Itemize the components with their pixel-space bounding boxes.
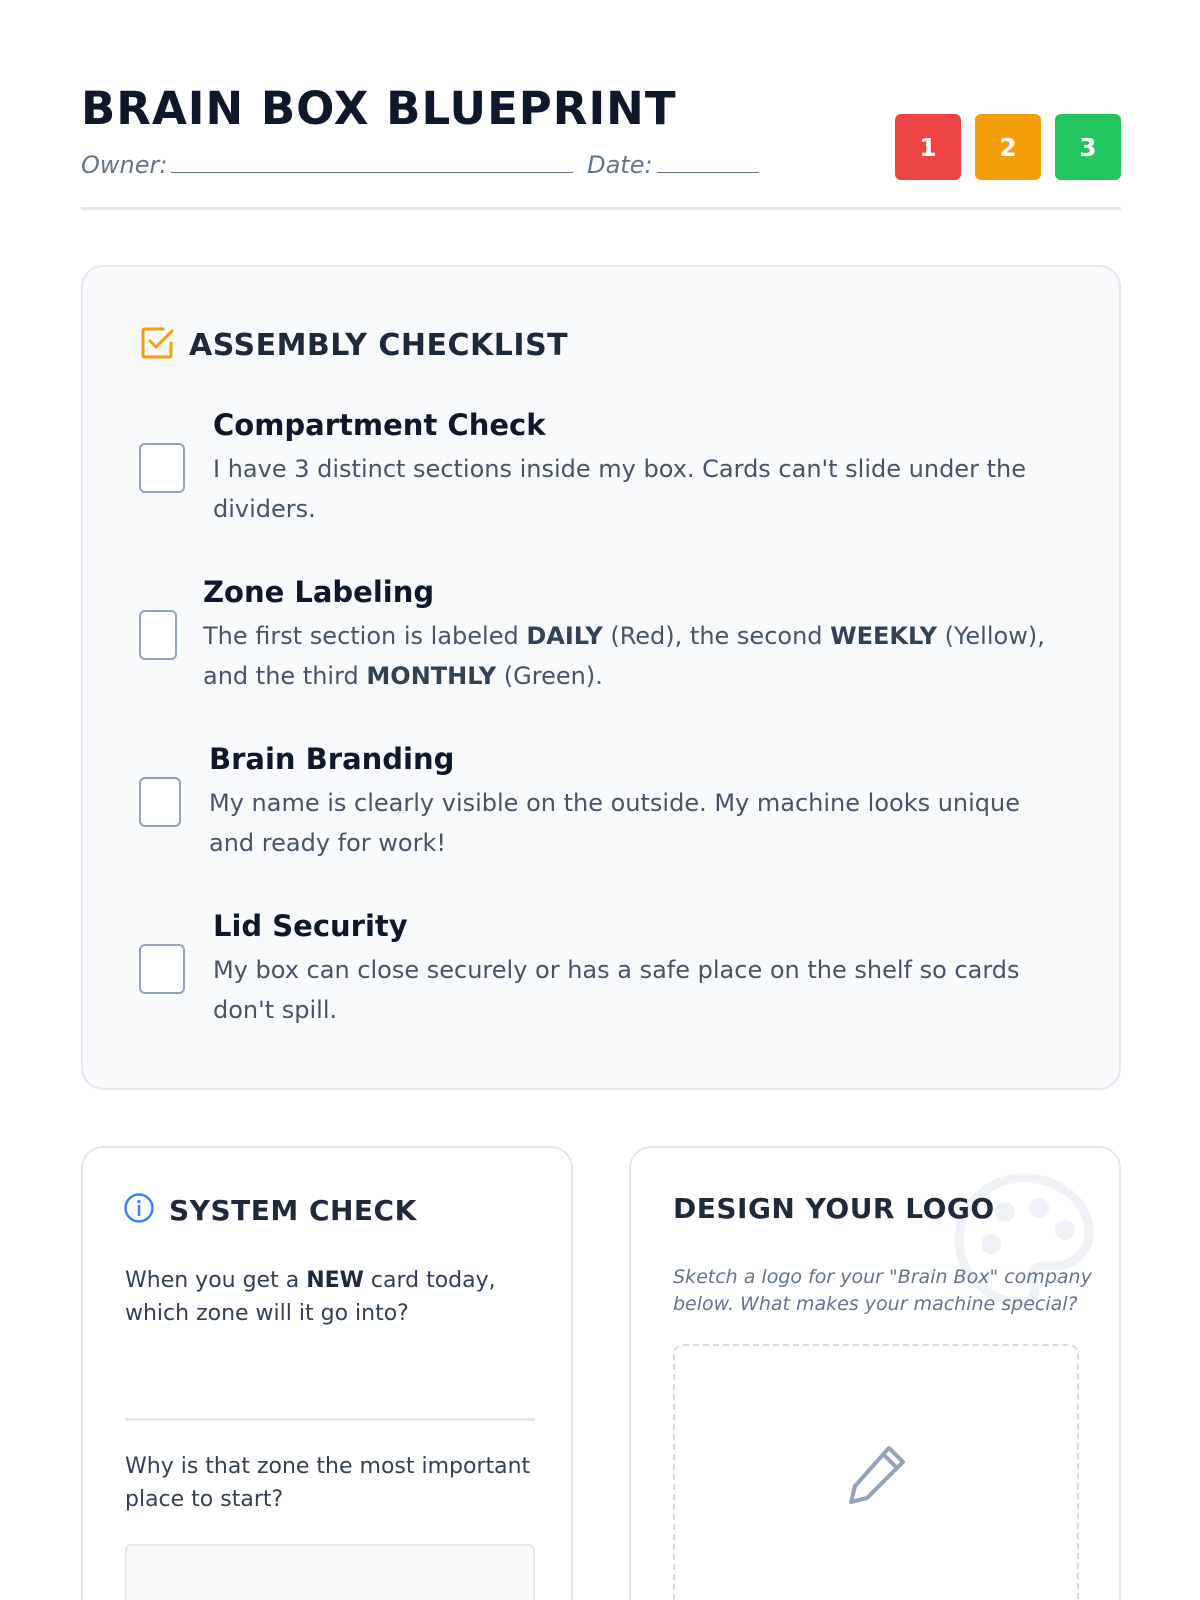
checkbox-zone-labeling[interactable] (139, 610, 177, 660)
answer-line-new-card-zone[interactable] (125, 1418, 535, 1421)
checklist-title: ASSEMBLY CHECKLIST (189, 327, 569, 363)
date-field[interactable] (657, 146, 759, 173)
checkbox-check-icon (139, 325, 175, 365)
zone-badge-1: 1 (895, 114, 961, 180)
zone-badge-2: 2 (975, 114, 1041, 180)
answer-box-zone-importance[interactable] (125, 1544, 535, 1600)
item-description: I have 3 distinct sections inside my box. Cards can't slide under the dividers. (213, 455, 1026, 523)
system-check-header (123, 1192, 417, 1228)
zone-monthly-label: MONTHLY (366, 662, 497, 690)
system-check-card (81, 1146, 573, 1600)
checklist-header (139, 325, 568, 365)
page-title: BRAIN BOX BLUEPRINT (81, 82, 677, 135)
item-title: Compartment Check (213, 408, 546, 442)
item-title: Brain Branding (209, 742, 455, 776)
checkbox-brain-branding[interactable] (139, 777, 181, 827)
system-check-title: SYSTEM CHECK (169, 1193, 417, 1227)
zone-badges (895, 114, 1121, 180)
design-logo-title: DESIGN YOUR LOGO (673, 1192, 995, 1225)
design-logo-header (673, 1192, 995, 1225)
zone-badge-3: 3 (1055, 114, 1121, 180)
zone-daily-label: DAILY (526, 622, 603, 650)
design-logo-card (629, 1146, 1121, 1600)
item-title: Lid Security (213, 909, 408, 943)
logo-sketch-area[interactable] (673, 1344, 1079, 1600)
checkbox-lid-security[interactable] (139, 944, 185, 994)
question-zone-importance: Why is that zone the most important place to start? (125, 1454, 531, 1512)
info-icon (123, 1192, 155, 1228)
worksheet-header (81, 82, 1121, 210)
owner-label: Owner: (81, 151, 168, 179)
item-description: The first section is labeled DAILY (Red), the second WEEKLY (Yellow), and the third MONTHLY (Green). (203, 622, 1045, 690)
item-title: Zone Labeling (203, 575, 435, 609)
assembly-checklist-card (81, 265, 1121, 1090)
logo-prompt: Sketch a logo for your "Brain Box" company below. What makes your machine special? (673, 1266, 1092, 1315)
pencil-icon (841, 1438, 913, 1510)
item-description: My box can close securely or has a safe place on the shelf so cards don't spill. (213, 956, 1020, 1024)
zone-weekly-label: WEEKLY (830, 622, 937, 650)
date-label: Date: (587, 151, 653, 179)
checkbox-compartment-check[interactable] (139, 443, 185, 493)
question-new-card-zone: When you get a NEW card today, which zone will it go into? (125, 1268, 496, 1326)
owner-field[interactable] (171, 146, 573, 173)
owner-date-line (81, 146, 765, 182)
item-description: My name is clearly visible on the outside. My machine looks unique and ready for work! (209, 789, 1021, 857)
